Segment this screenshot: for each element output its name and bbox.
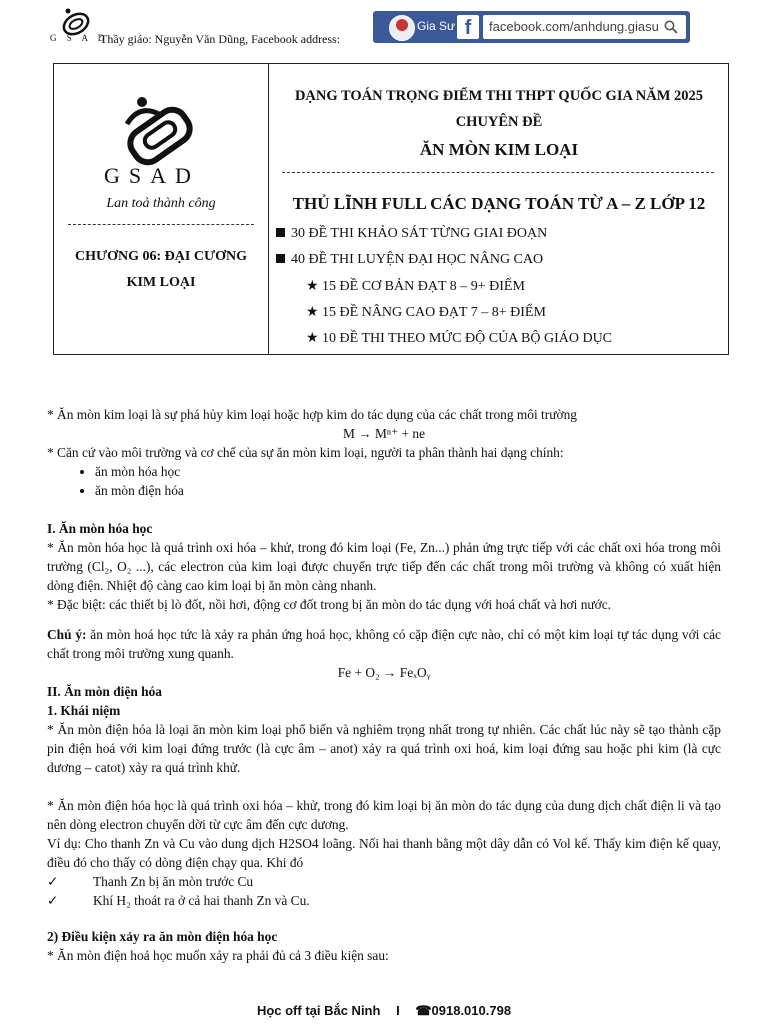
section-heading: II. Ăn mòn điện hóa [47,684,162,699]
search-icon[interactable] [664,20,678,34]
list-item: • ăn mòn điện hóa [95,481,721,500]
banner-subitem: ★ 15 ĐỀ NÂNG CAO ĐẠT 7 – 8+ ĐIỂM [306,305,546,320]
note-paragraph [47,625,721,663]
banner-item: 40 ĐỀ THI LUYỆN ĐẠI HỌC NÂNG CAO [276,252,543,268]
paragraph: Ví dụ: Cho thanh Zn và Cu vào dung dịch H2SO4 loãng. Nối hai thanh bằng một dây dẫn có Vol kế. Thấy kim điện kế quay, điều đó cho thấy có dòng điện chạy qua. Khi đó [47,836,721,870]
note-label: Chú ý: [47,627,87,642]
paragraph: * Ăn mòn kim loại là sự phá hủy kim loại hoặc hợp kim do tác dụng của các chất trong môi trường [47,407,577,422]
paragraph: * Ăn mòn điện hóa học là quá trình oxi hóa – khử, trong đó kim loại bị ăn mòn do tác dụng của dung dịch chất điện li và tạo nên dòng electron chuyển dời từ cực âm đến cực dương. [47,798,721,832]
facebook-url[interactable] [483,15,686,39]
banner-title-3: ĂN MÒN KIM LOẠI [419,140,579,159]
paragraph: * Căn cứ vào môi trường và cơ chế của sự ăn mòn kim loại, người ta phân thành hai dạng chính: [47,445,564,460]
facebook-url-text: facebook.com/anhdung.giasu [489,19,659,34]
paragraph: * Ăn mòn điện hóa là loại ăn mòn kim loại phổ biến và nghiêm trọng nhất trong tự nhiên. Các chất lúc này sẽ tạo thành cặp pin điện hoá với kim loại đứng trước (là cực âm – anot) xảy ra quá trình oxi hoá, kim loại đứng sau hoặc phi kim (là cực dương – catot) xảy ra quá trình khử. [47,722,721,775]
header-teacher-text: Thầy giáo: Nguyễn Văn Dũng, Facebook address: [100,32,341,46]
slogan: Lan toả thành công [106,196,216,211]
chapter-title [54,244,268,296]
equation: M → Mⁿ⁺ + ne [342,426,426,441]
paragraph: * Ăn mòn điện hoá học muốn xảy ra phải đủ cả 3 điều kiện sau: [47,948,389,963]
chapter-banner [53,63,729,355]
avatar [389,15,415,41]
footer-location: Học off tại Bắc Ninh [256,1003,381,1018]
paragraph: * Đặc biệt: các thiết bị lò đốt, nồi hơi, động cơ đốt trong bị ăn mòn do tác dụng với hoá chất và hơi nước. [47,597,612,612]
subsection-heading: 2) Điều kiện xảy ra ăn mòn điện hóa học [47,929,278,944]
banner-logo-text: GSAD [104,163,200,188]
paragraph: * Ăn mòn hóa học là quá trình oxi hóa – khử, trong đó kim loại (Fe, Zn...) phản ứng trực tiếp với các chất oxi hóa trong môi trường (Cl₂, O₂ ...), các electron của kim loại được chuyển trực tiếp đến các chất trong môi trường và không có xuất hiện dòng điện. Nhiệt độ càng cao kim loại bị ăn mòn càng nhanh. [47,540,721,593]
header-logo-text: G S A D [50,33,109,43]
bullet-list [47,462,721,500]
footer-phone: ☎0918.010.798 [415,1003,512,1018]
subsection-heading: 1. Khái niệm [47,703,121,718]
check-item: ✓ Khí H₂ thoát ra ở cả hai thanh Zn và Cu. [47,893,310,908]
check-item: ✓ Thanh Zn bị ăn mòn trước Cu [47,874,254,889]
banner-title-1: DẠNG TOÁN TRỌNG ĐIỂM THI THPT QUỐC GIA NĂM 2025 [294,88,704,104]
banner-title-2: CHUYÊN ĐỀ [455,114,543,130]
facebook-icon: f [457,15,479,39]
banner-title-4: THỦ LĨNH FULL CÁC DẠNG TOÁN TỪ A – Z LỚP 12 [292,194,706,213]
footer [0,1003,768,1019]
banner-subitem: ★ 10 ĐỀ THI THEO MỨC ĐỘ CỦA BỘ GIÁO DỤC [306,331,613,346]
note-text: ăn mòn hoá học tức là xảy ra phản ứng hoá học, không có cặp điện cực nào, chỉ có một kim loại tự tác dụng với các chất trong môi trường xung quanh. [47,627,721,661]
banner-item: 30 ĐỀ THI KHẢO SÁT TỪNG GIAI ĐOẠN [276,226,547,242]
facebook-banner[interactable] [373,11,690,43]
checkmark-icon: ✓ [47,874,59,889]
section-heading: I. Ăn mòn hóa học [47,521,153,536]
checkmark-icon: ✓ [47,893,59,908]
square-bullet-icon [276,228,285,237]
facebook-label: Gia Sư [417,19,456,33]
chapter-line-1: CHƯƠNG 06: ĐẠI CƯƠNG [74,249,247,264]
divider [68,224,254,225]
divider [282,172,714,173]
list-item: • ăn mòn hóa học [95,462,721,481]
document-body [47,405,721,965]
square-bullet-icon [276,254,285,263]
chapter-line-2: KIM LOẠI [126,275,196,290]
banner-subitem: ★ 15 ĐỀ CƠ BẢN ĐẠT 8 – 9+ ĐIỂM [306,279,525,294]
footer-separator: I [396,1003,400,1018]
equation: Fe + O₂ → FeₓOᵧ [337,665,431,680]
